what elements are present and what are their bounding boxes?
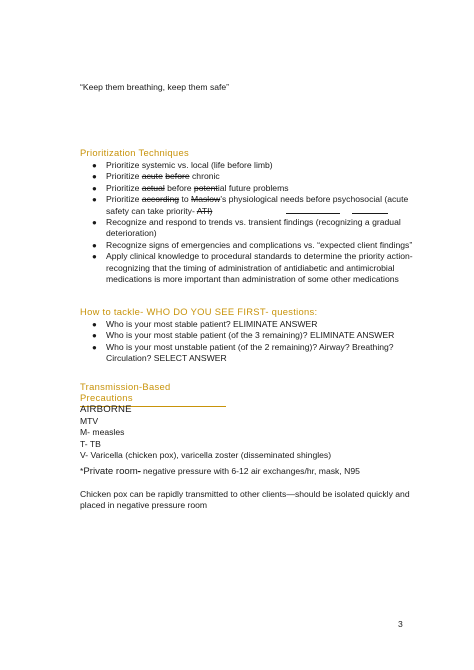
struck-text: according [141, 194, 180, 205]
item-text: Prioritize [106, 194, 142, 205]
item-text: Who is your most stable patient (of the 3 remaining)? ELIMINATE ANSWER [106, 330, 395, 341]
item-text: Who is your most unstable patient (of the 2 remaining)? Airway? Breathing? Circulation? SELECT ANSWER [106, 341, 394, 364]
struck-text: before [165, 171, 190, 182]
item-text: Prioritize [106, 182, 142, 193]
bullet-icon: ● [92, 342, 97, 352]
bullet-icon: ● [92, 161, 97, 170]
item-text: ial future problems [217, 182, 289, 193]
prioritization-item [80, 160, 432, 171]
underline-rule [352, 213, 388, 214]
bullet-icon: ● [92, 240, 97, 250]
struck-text: ATI) [196, 205, 213, 216]
private-room-detail: negative pressure with 6-12 air exchanges/hr, mask, N95 [140, 466, 360, 476]
bullet-icon: ● [92, 320, 97, 329]
who-first-list [80, 319, 432, 365]
item-text: Recognize signs of emergencies and complications vs. “expected client findings” [106, 239, 413, 250]
who-first-item [80, 330, 432, 341]
underline-rule [286, 213, 340, 214]
who-first-title: How to tackle- WHO DO YOU SEE FIRST- questions: [80, 306, 318, 317]
item-text: chronic [189, 171, 220, 182]
item-text: before [164, 182, 194, 193]
private-room-label: Private room [83, 466, 138, 477]
mtv-line: M- measles [80, 427, 125, 438]
bullet-icon: ● [92, 195, 97, 205]
item-text: ’s physiological needs before psychosocial (acute safety can take priority- [106, 194, 409, 216]
who-first-item [80, 319, 432, 330]
prioritization-title: Prioritization Techniques [80, 147, 189, 158]
mtv-line: V- Varicella (chicken pox), varicella zoster (disseminated shingles) [80, 450, 332, 461]
prioritization-item [80, 171, 432, 182]
bullet-icon: ● [92, 183, 97, 193]
prioritization-item [80, 251, 432, 285]
bullet-icon: ● [92, 252, 97, 262]
private-room-line [80, 466, 360, 477]
private-room-star: * [80, 466, 84, 476]
item-text: Prioritize systemic vs. local (life before limb) [106, 160, 273, 170]
transmission-title: Transmission-Based Precautions [80, 381, 226, 407]
struck-text: potent [193, 182, 218, 193]
mtv-line: T- TB [80, 438, 101, 449]
private-room-dash: - [137, 466, 141, 476]
prioritization-item [80, 217, 432, 240]
airborne-heading: AIRBORNE [80, 404, 132, 415]
who-first-item [80, 342, 432, 365]
item-text: Recognize and respond to trends vs. transient findings (recognizing a gradual deterioration) [106, 217, 401, 239]
bullet-icon: ● [92, 172, 97, 182]
struck-text: actual [141, 182, 165, 193]
bullet-icon: ● [92, 331, 97, 341]
item-text: Apply clinical knowledge to procedural standards to determine the priority action- recognizing that the timing of administration of antidiabetic and antimicrobial medications is more important than administration of some other medications [106, 251, 413, 285]
struck-text: acute [141, 171, 163, 182]
page-number: 3 [398, 619, 403, 629]
quote-text: “Keep them breathing, keep them safe” [80, 82, 230, 92]
item-text: Prioritize [106, 171, 142, 182]
item-text: to [179, 194, 192, 205]
chicken-pox-note: Chicken pox can be rapidly transmitted to other clients—should be isolated quickly and placed in negative pressure room [80, 489, 410, 511]
mtv-block [80, 416, 331, 462]
bullet-icon: ● [92, 218, 97, 228]
item-text: Who is your most stable patient? ELIMINATE ANSWER [106, 319, 318, 329]
prioritization-list [80, 160, 432, 285]
prioritization-item [80, 240, 432, 251]
struck-text: Maslow [191, 194, 221, 205]
mtv-line: MTV [80, 416, 99, 426]
prioritization-item [80, 183, 432, 194]
